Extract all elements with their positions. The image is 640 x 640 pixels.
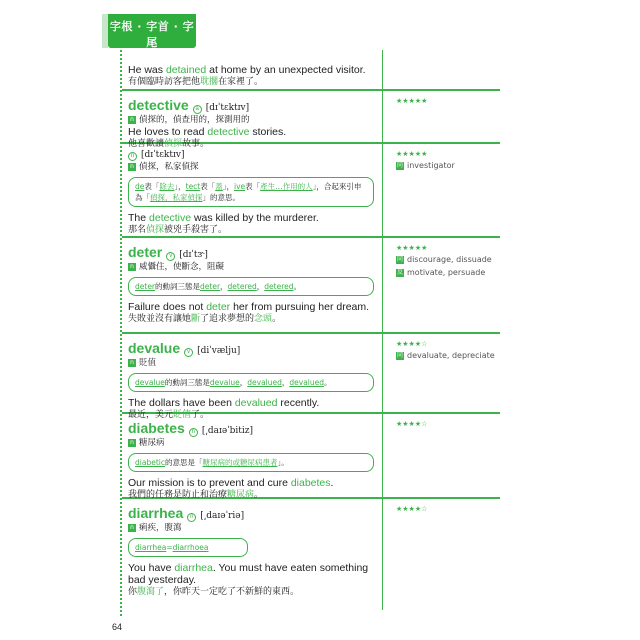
entry-continuation <box>122 50 500 91</box>
phonetic: [͵daɪəˈriə] <box>200 511 245 521</box>
example-zh: 他喜歡讀偵探故事。 <box>128 139 210 149</box>
headword: detective <box>128 97 189 113</box>
example-zh: 那名偵探被兇手殺害了。 <box>128 225 228 235</box>
example-en: You have diarrhea. You must have eaten something bad yesterday. <box>128 562 369 586</box>
frequency-stars: ★★★★☆ <box>396 420 428 428</box>
definition-icon: n <box>128 116 136 124</box>
example-en: He was detained at home by an unexpected visitor. <box>128 64 366 76</box>
synonym: 同 devaluate, depreciate <box>396 351 495 360</box>
headword: devalue <box>128 340 181 356</box>
definition-icon: n <box>128 263 136 271</box>
synonym: 同 investigator <box>396 161 455 170</box>
synonym-icon: 同 <box>396 255 403 263</box>
section-subtitle: NEW TOEIC 必考單字 <box>112 54 192 63</box>
frequency-stars: ★★★★★ <box>396 244 428 252</box>
definition-icon: n <box>128 439 136 447</box>
example-en: Our mission is to prevent and cure diabetes. <box>128 477 334 489</box>
example-en: The dollars have been devalued recently. <box>128 397 320 409</box>
definition-icon: n <box>128 359 136 367</box>
phonetic: [͵daɪəˈbitiz] <box>201 426 254 436</box>
spelling-note: diarrhea=diarrhoea <box>128 538 248 557</box>
column-divider <box>382 50 383 610</box>
frequency-stars: ★★★★☆ <box>396 505 428 513</box>
pos-verb-icon: v <box>184 348 193 357</box>
example-zh: 最近，美元貶值了。 <box>128 410 210 420</box>
definition: n 偵探的，偵查用的，探測用的 <box>128 114 374 126</box>
headword: diarrhea <box>128 505 184 521</box>
section-title: 字根 · 字首 · 字尾 <box>109 20 195 49</box>
phonetic: [dɪˈtɛktɪv] <box>205 103 250 113</box>
frequency-stars: ★★★★★ <box>396 150 428 158</box>
page-number: 64 <box>112 622 123 632</box>
example-zh: 失敗並沒有讓她斷了追求夢想的念頭。 <box>128 314 282 324</box>
phonetic: [dɪˈtɝ] <box>179 250 208 260</box>
example-en: He loves to read detective stories. <box>128 126 287 138</box>
example-en: Failure does not deter her from pursuing her dream. <box>128 301 370 313</box>
definition: n 威懾住，使斷念，阻礙 <box>128 261 374 273</box>
headword: deter <box>128 244 163 260</box>
entry-devalue <box>122 334 500 420</box>
definition: n 痢疾，腹瀉 <box>128 522 374 534</box>
entry-deter <box>122 238 500 334</box>
entries-table <box>122 50 500 599</box>
antonym: 反 motivate, persuade <box>396 268 486 277</box>
headword: diabetes <box>128 420 185 436</box>
entry-detective-adj <box>122 91 500 149</box>
example-en: The detective was killed by the murderer. <box>128 212 319 224</box>
definition: n 貶值 <box>128 357 374 369</box>
frequency-stars: ★★★★★ <box>396 97 428 105</box>
conjugation-note: devalue的動詞三態是devalue，devalued，devalued。 <box>128 373 374 392</box>
example-zh: 你腹瀉了，你昨天一定吃了不新鮮的東西。 <box>128 587 300 597</box>
derivative-note: diabetic的意思是「糖尿病的或糖尿病患者」。 <box>128 453 374 472</box>
entry-diabetes <box>122 414 500 499</box>
entry-detective-noun <box>122 144 500 238</box>
synonym-icon: 同 <box>396 351 403 359</box>
synonym: 同 discourage, dissuade <box>396 255 492 264</box>
pos-adjective-icon: a <box>193 105 202 114</box>
pos-verb-icon: v <box>166 252 175 261</box>
section-badge <box>108 14 196 63</box>
definition-icon: n <box>128 163 136 171</box>
definition: n 糖尿病 <box>128 437 374 449</box>
pos-noun-icon: n <box>189 428 198 437</box>
entry-diarrhea <box>122 499 500 599</box>
phonetic: [diˈvælju] <box>197 346 241 356</box>
etymology-note: de表「除去」，tect表「蓋」，ive表「產生…作用的人」，合起來引申為「偵探，私家偵探」的意思。 <box>128 177 374 207</box>
synonym-icon: 同 <box>396 161 403 169</box>
antonym-icon: 反 <box>396 268 403 276</box>
pos-noun-icon: n <box>187 513 196 522</box>
frequency-stars: ★★★★☆ <box>396 340 428 348</box>
example-zh: 有個臨時訪客把他耽擱在家裡了。 <box>128 77 264 87</box>
definition: n 偵探，私家偵探 <box>128 161 374 173</box>
pos-noun-icon: n <box>128 152 137 161</box>
example-zh: 我們的任務是防止和治療糖尿病。 <box>128 490 264 500</box>
definition-icon: n <box>128 524 136 532</box>
conjugation-note: deter的動詞三態是deter，detered，detered。 <box>128 277 374 296</box>
phonetic: [dɪˈtɛktɪv] <box>141 150 185 160</box>
